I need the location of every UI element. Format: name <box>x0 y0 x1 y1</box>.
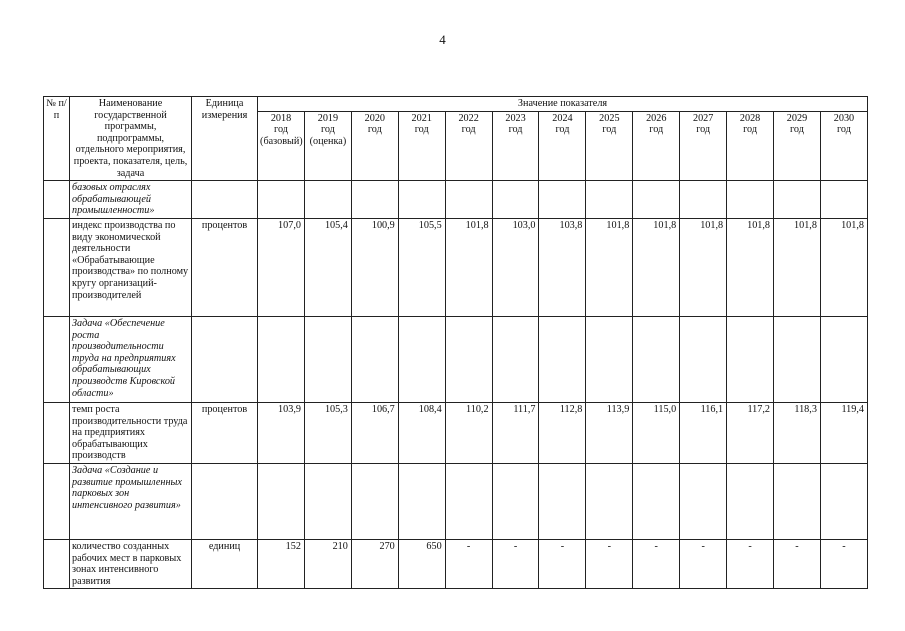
header-year-sub: год <box>555 124 570 136</box>
value-cell <box>258 463 305 539</box>
header-year-year: 2019 <box>317 112 339 124</box>
value-cell: 117,2 <box>727 402 774 463</box>
header-year-sub: год <box>602 124 617 136</box>
indicator-table-wrapper <box>43 96 868 589</box>
indicator-table <box>43 96 868 589</box>
value-cell <box>586 316 633 402</box>
header-year <box>445 111 492 181</box>
header-year-year: 2021 <box>411 112 432 124</box>
value-cell <box>727 316 774 402</box>
table-row <box>44 402 868 463</box>
value-cell <box>492 181 539 219</box>
header-year-sub: год <box>508 124 523 136</box>
value-cell <box>727 181 774 219</box>
header-year-year: 2018 <box>270 112 292 124</box>
value-cell: 105,4 <box>304 218 351 316</box>
header-year-year: 2020 <box>364 112 385 124</box>
value-cell: 103,8 <box>539 218 586 316</box>
value-cell <box>304 181 351 219</box>
header-year <box>727 111 774 181</box>
value-cell <box>774 316 821 402</box>
value-cell: 105,3 <box>304 402 351 463</box>
value-cell <box>586 463 633 539</box>
header-year <box>539 111 586 181</box>
value-cell <box>586 181 633 219</box>
value-cell <box>258 181 305 219</box>
header-year <box>586 111 633 181</box>
header-unit: Единица измерения <box>192 97 258 181</box>
table-body <box>44 181 868 589</box>
value-cell: 112,8 <box>539 402 586 463</box>
value-cell <box>351 181 398 219</box>
header-year <box>398 111 445 181</box>
value-cell <box>445 181 492 219</box>
value-cell <box>351 316 398 402</box>
unit-cell: процентов <box>192 218 258 316</box>
task-name-cell: базовых отраслях обрабатывающей промышленности» <box>70 181 192 219</box>
header-year <box>633 111 680 181</box>
header-values: Значение показателя <box>258 97 868 112</box>
value-cell: 111,7 <box>492 402 539 463</box>
header-year <box>351 111 398 181</box>
value-cell: - <box>445 539 492 588</box>
value-cell: 115,0 <box>633 402 680 463</box>
table-row <box>44 539 868 588</box>
value-cell <box>258 316 305 402</box>
header-year-sub: год <box>461 124 476 136</box>
indicator-name-cell: индекс производства по виду экономической деятельности «Обрабатывающие производства» по полному кругу организаций-производителей <box>70 218 192 316</box>
header-year <box>820 111 867 181</box>
value-cell: 106,7 <box>351 402 398 463</box>
value-cell <box>351 463 398 539</box>
header-year-year: 2023 <box>505 112 526 124</box>
value-cell: 119,4 <box>820 402 867 463</box>
value-cell: 100,9 <box>351 218 398 316</box>
header-year-sub: год <box>320 124 335 136</box>
row-number-cell <box>44 181 70 219</box>
row-number-cell <box>44 463 70 539</box>
value-cell: 103,0 <box>492 218 539 316</box>
header-year-year: 2029 <box>786 112 808 124</box>
value-cell <box>633 463 680 539</box>
header-year-year: 2027 <box>692 112 714 124</box>
value-cell <box>398 316 445 402</box>
unit-cell: процентов <box>192 402 258 463</box>
value-cell <box>680 463 727 539</box>
header-year <box>258 111 305 181</box>
value-cell: 118,3 <box>774 402 821 463</box>
header-year-sub: год <box>696 124 711 136</box>
value-cell: 103,9 <box>258 402 305 463</box>
value-cell <box>539 316 586 402</box>
value-cell <box>820 316 867 402</box>
header-year-sub: год <box>837 124 851 136</box>
value-cell <box>304 463 351 539</box>
header-year <box>304 111 351 181</box>
header-year-year: 2025 <box>599 112 620 124</box>
value-cell: 110,2 <box>445 402 492 463</box>
value-cell: 101,8 <box>633 218 680 316</box>
header-year-year: 2022 <box>458 112 479 124</box>
header-year-sub: год <box>649 124 664 136</box>
indicator-name-cell: количество созданных рабочих мест в парковых зонах интенсивного развития <box>70 539 192 588</box>
value-cell <box>774 463 821 539</box>
value-cell: 101,8 <box>727 218 774 316</box>
value-cell: 113,9 <box>586 402 633 463</box>
unit-cell <box>192 463 258 539</box>
value-cell <box>774 181 821 219</box>
value-cell <box>304 316 351 402</box>
value-cell: 101,8 <box>774 218 821 316</box>
value-cell: 152 <box>258 539 305 588</box>
row-number-cell <box>44 218 70 316</box>
table-header <box>44 97 868 181</box>
value-cell <box>398 181 445 219</box>
value-cell <box>680 316 727 402</box>
value-cell: 116,1 <box>680 402 727 463</box>
value-cell: 101,8 <box>680 218 727 316</box>
value-cell <box>539 181 586 219</box>
header-year-year: 2024 <box>552 112 573 124</box>
value-cell: 105,5 <box>398 218 445 316</box>
value-cell: - <box>633 539 680 588</box>
value-cell <box>539 463 586 539</box>
header-year-sub: год <box>743 124 758 136</box>
task-name-cell: Задача «Создание и развитие промышленных парковых зон интенсивного развития» <box>70 463 192 539</box>
value-cell: 101,8 <box>586 218 633 316</box>
value-cell <box>492 463 539 539</box>
value-cell: - <box>492 539 539 588</box>
value-cell: 108,4 <box>398 402 445 463</box>
header-year-sub: год <box>367 124 382 136</box>
header-year <box>492 111 539 181</box>
header-year-sub: год <box>790 124 804 136</box>
row-number-cell <box>44 402 70 463</box>
task-name-cell: Задача «Обеспечение роста производительности труда на предприятиях обрабатывающих производств Кировской области» <box>70 316 192 402</box>
value-cell <box>633 316 680 402</box>
unit-cell: единиц <box>192 539 258 588</box>
page-number: 4 <box>439 32 446 47</box>
table-row <box>44 316 868 402</box>
header-year-year: 2030 <box>833 112 855 124</box>
header-year-year: 2028 <box>739 112 761 124</box>
header-year-sub: год <box>274 124 288 136</box>
value-cell <box>680 181 727 219</box>
value-cell <box>445 463 492 539</box>
value-cell: 101,8 <box>820 218 867 316</box>
unit-cell <box>192 181 258 219</box>
header-name: Наименование государственной программы, подпрограммы, отдельного мероприятия, проекта, показателя, цель, задача <box>70 97 192 181</box>
table-row <box>44 218 868 316</box>
value-cell: 650 <box>398 539 445 588</box>
value-cell: 270 <box>351 539 398 588</box>
value-cell: - <box>586 539 633 588</box>
header-year-note: (базовый) <box>260 135 303 147</box>
table-row <box>44 463 868 539</box>
value-cell <box>445 316 492 402</box>
row-number-cell <box>44 316 70 402</box>
value-cell <box>492 316 539 402</box>
value-cell: 107,0 <box>258 218 305 316</box>
header-num: № п/п <box>44 97 70 181</box>
header-year-year: 2026 <box>646 112 667 124</box>
value-cell: - <box>539 539 586 588</box>
value-cell: - <box>820 539 867 588</box>
value-cell: 101,8 <box>445 218 492 316</box>
value-cell: - <box>727 539 774 588</box>
header-year-note: (оценка) <box>309 135 347 147</box>
indicator-name-cell: темп роста производительности труда на предприятиях обрабатывающих производств <box>70 402 192 463</box>
row-number-cell <box>44 539 70 588</box>
value-cell <box>820 463 867 539</box>
value-cell: 210 <box>304 539 351 588</box>
value-cell <box>820 181 867 219</box>
value-cell: - <box>774 539 821 588</box>
header-year <box>680 111 727 181</box>
header-year-sub: год <box>414 124 429 136</box>
value-cell: - <box>680 539 727 588</box>
header-year <box>774 111 821 181</box>
value-cell <box>633 181 680 219</box>
value-cell <box>727 463 774 539</box>
unit-cell <box>192 316 258 402</box>
table-row <box>44 181 868 219</box>
value-cell <box>398 463 445 539</box>
